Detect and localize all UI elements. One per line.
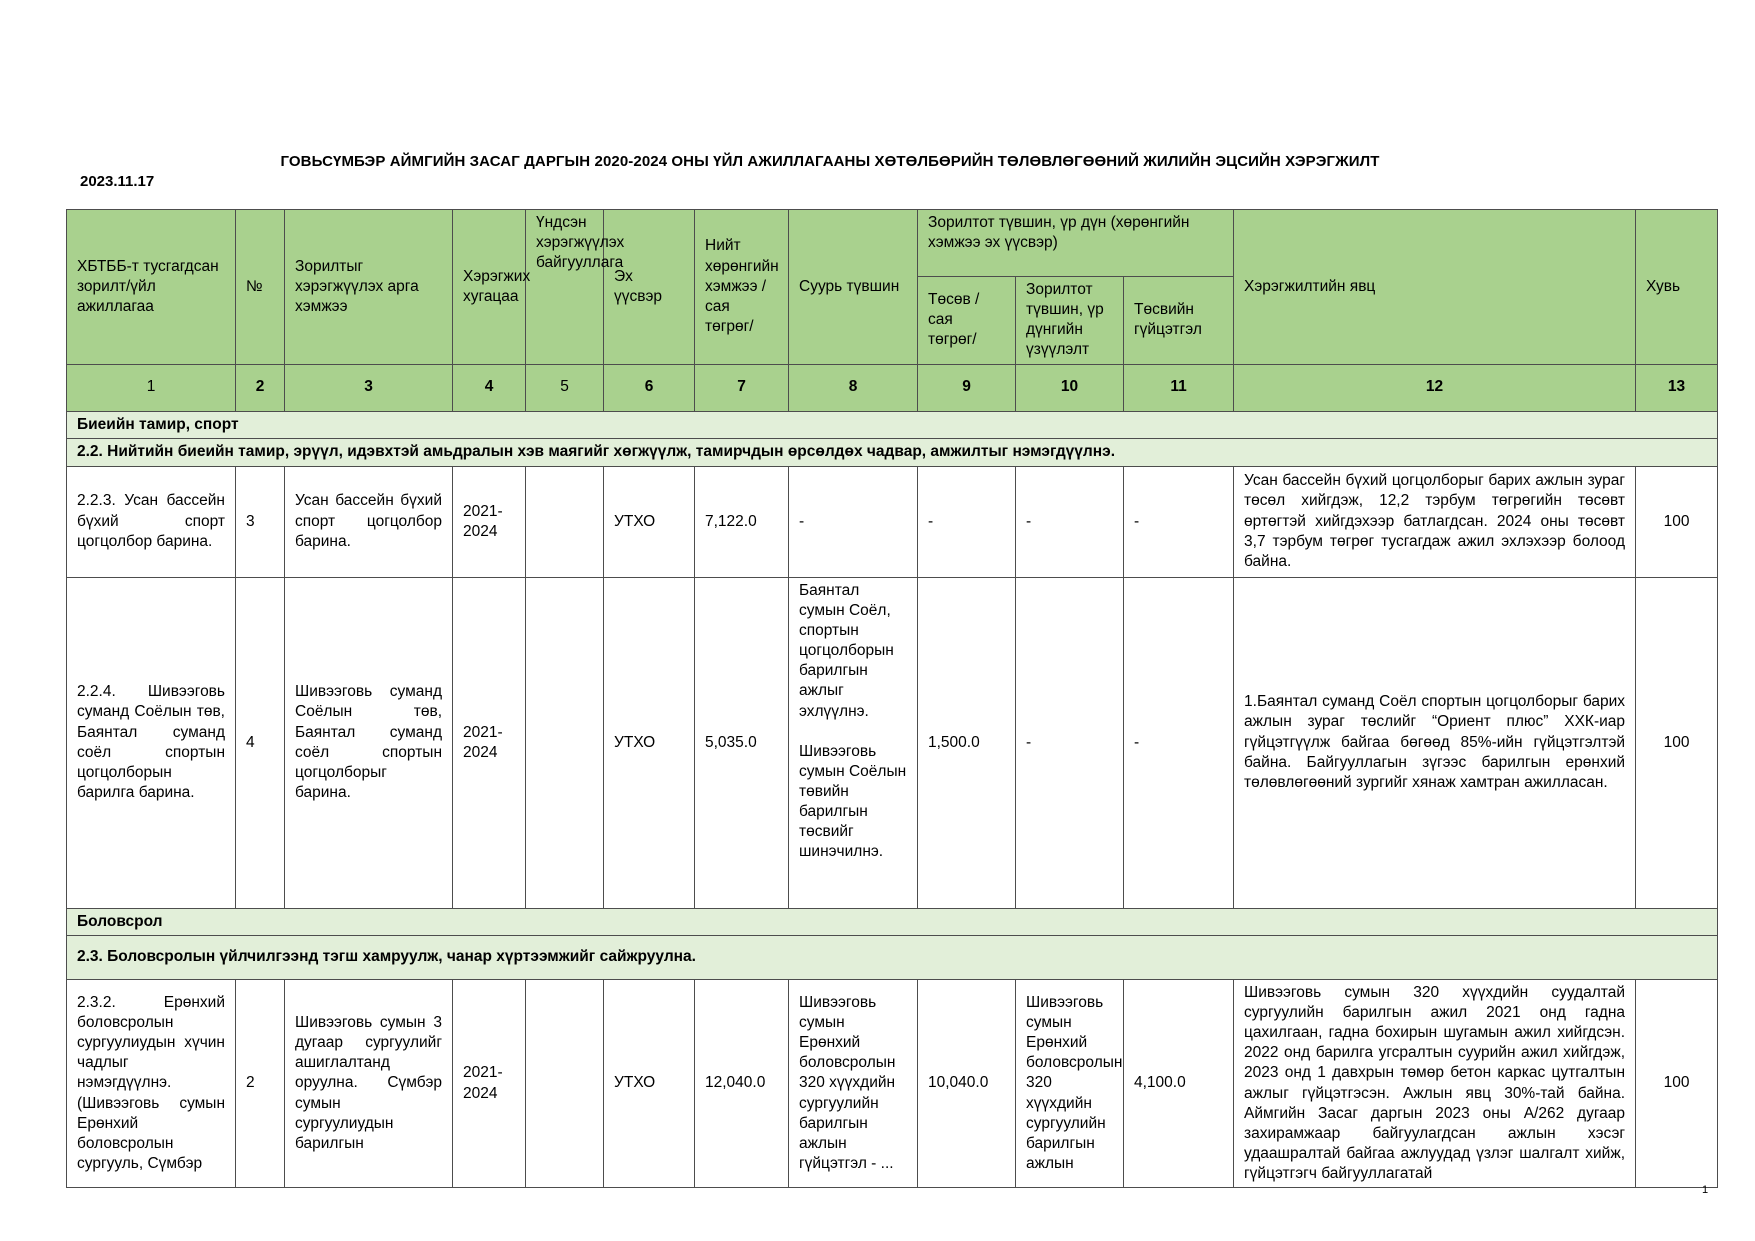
row-percent: 100 [1636,466,1718,577]
section-education: Боловсрол [67,908,1718,935]
column-number: 3 [285,364,453,411]
row-objective: 2.2.3. Усан бассейн бүхий спорт цогцолбор барина. [67,466,236,577]
header-number: № [236,210,285,365]
document-date: 2023.11.17 [80,173,155,190]
table-row [67,577,1718,908]
row-action: Усан бассейн бүхий спорт цогцолбор барина. [285,466,453,577]
row-execution: 4,100.0 [1124,979,1234,1187]
header-percent: Хувь [1636,210,1718,365]
header-execution: Төсвийн гүйцэтгэл [1124,277,1234,365]
column-number: 12 [1234,364,1636,411]
row-execution: - [1124,577,1234,908]
column-number: 11 [1124,364,1234,411]
row-target: Шивээговь сумын Ерөнхий боловсролын 320 хүүхдийн сургуулийн барилгын ажлын [1016,979,1124,1187]
row-period: 2021-2024 [453,577,526,908]
column-number: 9 [918,364,1016,411]
column-number: 8 [789,364,918,411]
row-total: 12,040.0 [695,979,789,1187]
column-number: 6 [604,364,695,411]
row-source: УТХО [604,577,695,908]
column-number: 1 [67,364,236,411]
header-action: Зорилтыг хэрэгжүүлэх арга хэмжээ [285,210,453,365]
column-number: 7 [695,364,789,411]
row-number: 2 [236,979,285,1187]
row-execution: - [1124,466,1234,577]
row-target: - [1016,577,1124,908]
row-objective: 2.2.4. Шивээговь суманд Соёлын төв, Баянтал суманд соёл спортын цогцолборын барилга барина. [67,577,236,908]
row-action: Шивээговь сумын 3 дугаар сургуулийг ашиглалтанд оруулна. Сүмбэр сумын сургуулиудын барилгын [285,979,453,1187]
table-row [67,466,1718,577]
header-progress: Хэрэгжилтийн явц [1234,210,1636,365]
row-organization [526,577,604,908]
header-organization: Үндсэн хэрэгжүүлэх байгууллага [526,210,604,365]
row-target: - [1016,466,1124,577]
page-number: 1 [1702,1184,1709,1196]
header-period: Хэрэгжих хугацаа [453,210,526,365]
row-percent: 100 [1636,577,1718,908]
row-progress: 1.Баянтал суманд Соёл спортын цогцолборыг барих ажлын зураг төслийг “Ориент плюс” ХХК-иар гүйцэтгүүлж байгаа бөгөөд 85%-ийн гүйцэтгэлтэй байна. Байгууллагын зүгээс барилгын ерөнхий төлөвлөгөөний зургийг хянаж хамтран ажилласан. [1234,577,1636,908]
header-row [67,210,1718,277]
section-sport: Биеийн тамир, спорт [67,411,1718,438]
row-budget: 1,500.0 [918,577,1016,908]
row-progress: Шивээговь сумын 320 хүүхдийн суудалтай сургуулийн барилгын ажил 2021 онд гадна цахилгаан, гадна бохирын шугамын ажил хийгдсэн. 2022 онд барилга угсралтын суурийн ажил хийгдэж, 2023 онд 1 давхрын төмөр бетон каркас цутгалтын ажлыг гүйцэтгэсэн. Ажлын явц 30%-тай байна. Аймгийн Засаг даргын 2023 оны А/262 дугаар захирамжаар байгуулагдсан ажлын хэсэг удаашралтай байгаа ажлуудад үзлэг шалгалт хийж, гүйцэтгэгч байгууллагатай [1234,979,1636,1187]
section-row [67,908,1718,935]
row-source: УТХО [604,979,695,1187]
row-number: 3 [236,466,285,577]
header-target: Зорилтот түвшин, үр дүнгийн үзүүлэлт [1016,277,1124,365]
header-baseline: Суурь түвшин [789,210,918,365]
row-baseline [789,577,918,908]
header-objective: ХБТББ-т тусгагдсан зорилт/үйл ажиллагаа [67,210,236,365]
column-number: 5 [526,364,604,411]
document-title: ГОВЬСҮМБЭР АЙМГИЙН ЗАСАГ ДАРГЫН 2020-2024 ОНЫ ҮЙЛ АЖИЛЛАГААНЫ ХӨТӨЛБӨРИЙН ТӨЛӨВЛӨГӨӨНИЙ ЖИЛИЙН ЭЦСИЙН ХЭРЭГЖИЛТ [280,153,1380,170]
row-progress: Усан бассейн бүхий цогцолборыг барих ажлын зураг төсөл хийгдэж, 12,2 тэрбум төгрөгийн төсөвт өртөгтэй хийгдэхээр батлагдсан. 2024 оны төсөвт 3,7 тэрбум төгрөг тусгагдаж ажил эхлэхээр болоод байна. [1234,466,1636,577]
goal-2-3: 2.3. Боловсролын үйлчилгээнд тэгш хамруулж, чанар хүртээмжийг сайжруулна. [67,935,1718,979]
column-number: 10 [1016,364,1124,411]
row-organization [526,979,604,1187]
column-number: 2 [236,364,285,411]
row-organization [526,466,604,577]
row-baseline: Шивээговь сумын Ерөнхий боловсролын 320 хүүхдийн сургуулийн барилгын ажлын гүйцэтгэл - ... [789,979,918,1187]
section-row [67,438,1718,466]
column-number: 13 [1636,364,1718,411]
header-source: Эх үүсвэр [604,210,695,365]
goal-2-2: 2.2. Нийтийн биеийн тамир, эрүүл, идэвхтэй амьдралын хэв маягийг хөгжүүлж, тамирчдын өрсөлдөх чадвар, амжилтыг нэмэгдүүлнэ. [67,438,1718,466]
row-baseline: - [789,466,918,577]
row-source: УТХО [604,466,695,577]
row-number: 4 [236,577,285,908]
row-period: 2021-2024 [453,466,526,577]
row-percent: 100 [1636,979,1718,1187]
header-budget: Төсөв / сая төгрөг/ [918,277,1016,365]
section-row [67,411,1718,438]
row-baseline-part: Баянтал сумын Соёл, спортын цогцолборын барилгын ажлыг эхлүүлнэ. [799,581,894,720]
row-objective: 2.3.2. Ерөнхий боловсролын сургуулиудын хүчин чадлыг нэмэгдүүлнэ. (Шивээговь сумын Ерөнхий боловсролын сургууль, Сүмбэр [67,979,236,1187]
row-baseline-part: Шивээговь сумын Соёлын төвийн барилгын төсвийг шинэчилнэ. [799,742,907,861]
row-action: Шивээговь суманд Соёлын төв, Баянтал суманд соёл спортын цогцолборыг барина. [285,577,453,908]
column-number-row [67,364,1718,411]
header-total: Нийт хөрөнгийн хэмжээ /сая төгрөг/ [695,210,789,365]
row-period: 2021-2024 [453,979,526,1187]
row-total: 5,035.0 [695,577,789,908]
plan-table [66,209,1718,1188]
section-row [67,935,1718,979]
column-number: 4 [453,364,526,411]
row-budget: 10,040.0 [918,979,1016,1187]
row-budget: - [918,466,1016,577]
header-target-group: Зорилтот түвшин, үр дүн (хөрөнгийн хэмжээ эх үүсвэр) [918,210,1234,277]
table-row [67,979,1718,1187]
row-total: 7,122.0 [695,466,789,577]
